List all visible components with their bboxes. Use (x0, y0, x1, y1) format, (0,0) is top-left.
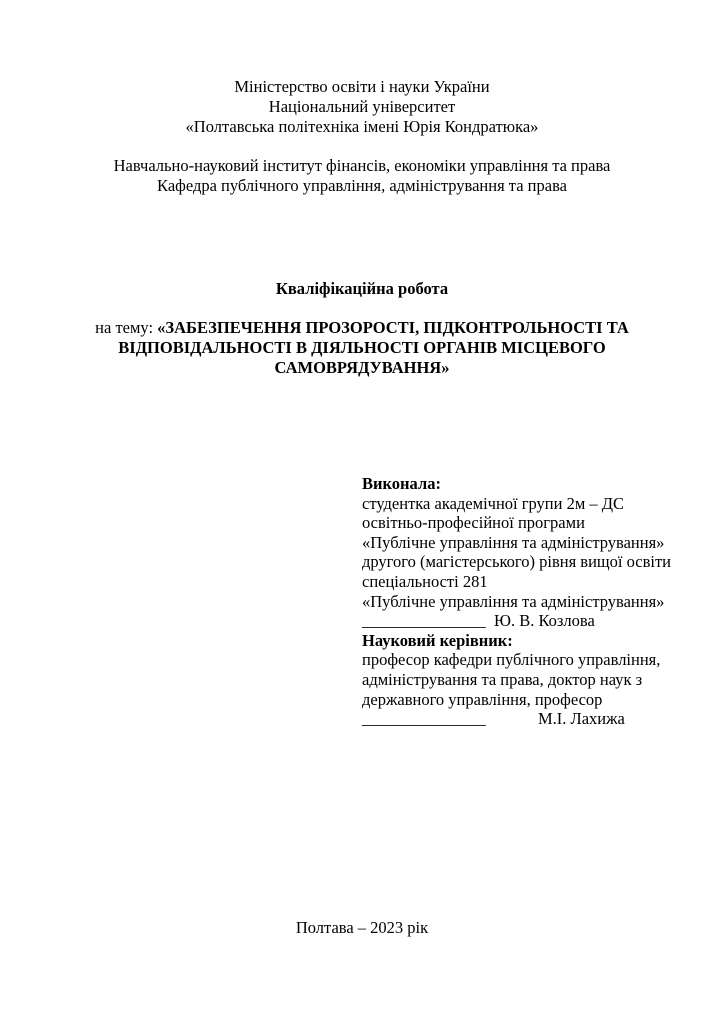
topic-prefix: на тему: (95, 318, 158, 337)
supervisor-name: М.І. Лахижа (538, 709, 625, 729)
topic-title-part-1: «ЗАБЕЗПЕЧЕННЯ ПРОЗОРОСТІ, ПІДКОНТРОЛЬНОСТІ ТА (157, 318, 629, 337)
author-signature-line: _______________ (362, 611, 486, 631)
city-year: Полтава – 2023 рік (295, 918, 429, 937)
author-line: другого (магістерського) рівня вищої освіти (362, 552, 671, 572)
work-type-heading: Кваліфікаційна робота (275, 279, 449, 298)
author-signature-row (362, 611, 712, 631)
ministry-name: Міністерство освіти і науки України (234, 77, 490, 96)
supervisor-label: Науковий керівник: (362, 630, 513, 650)
topic-line-2: ВІДПОВІДАЛЬНОСТІ В ДІЯЛЬНОСТІ ОРГАНІВ МІСЦЕВОГО (118, 338, 606, 357)
author-line: освітньо-професійної програми (362, 513, 585, 533)
supervisor-line: професор кафедри публічного управління, (362, 650, 661, 670)
author-line: «Публічне управління та адміністрування» (362, 532, 665, 552)
university-full-name: «Полтавська політехніка імені Юрія Кондратюка» (185, 117, 539, 136)
supervisor-signature-row (362, 709, 712, 729)
author-block (362, 474, 712, 729)
author-label: Виконала: (362, 474, 441, 493)
topic-line-3: САМОВРЯДУВАННЯ» (274, 358, 450, 377)
institute-name: Навчально-науковий інститут фінансів, економіки управління та права (113, 156, 611, 175)
author-line: «Публічне управління та адміністрування» (362, 591, 665, 611)
supervisor-signature-line: _______________ (362, 709, 486, 729)
supervisor-line: адміністрування та права, доктор наук з (362, 669, 643, 689)
author-name: Ю. В. Козлова (494, 611, 595, 631)
topic-line-1 (0, 318, 724, 338)
department-name: Кафедра публічного управління, адміністрування та права (157, 176, 567, 195)
university-name: Національний університет (268, 97, 456, 116)
supervisor-line: державного управління, професор (362, 689, 603, 709)
author-line: спеціальності 281 (362, 571, 488, 591)
author-line: студентка академічної групи 2м – ДС (362, 493, 625, 513)
